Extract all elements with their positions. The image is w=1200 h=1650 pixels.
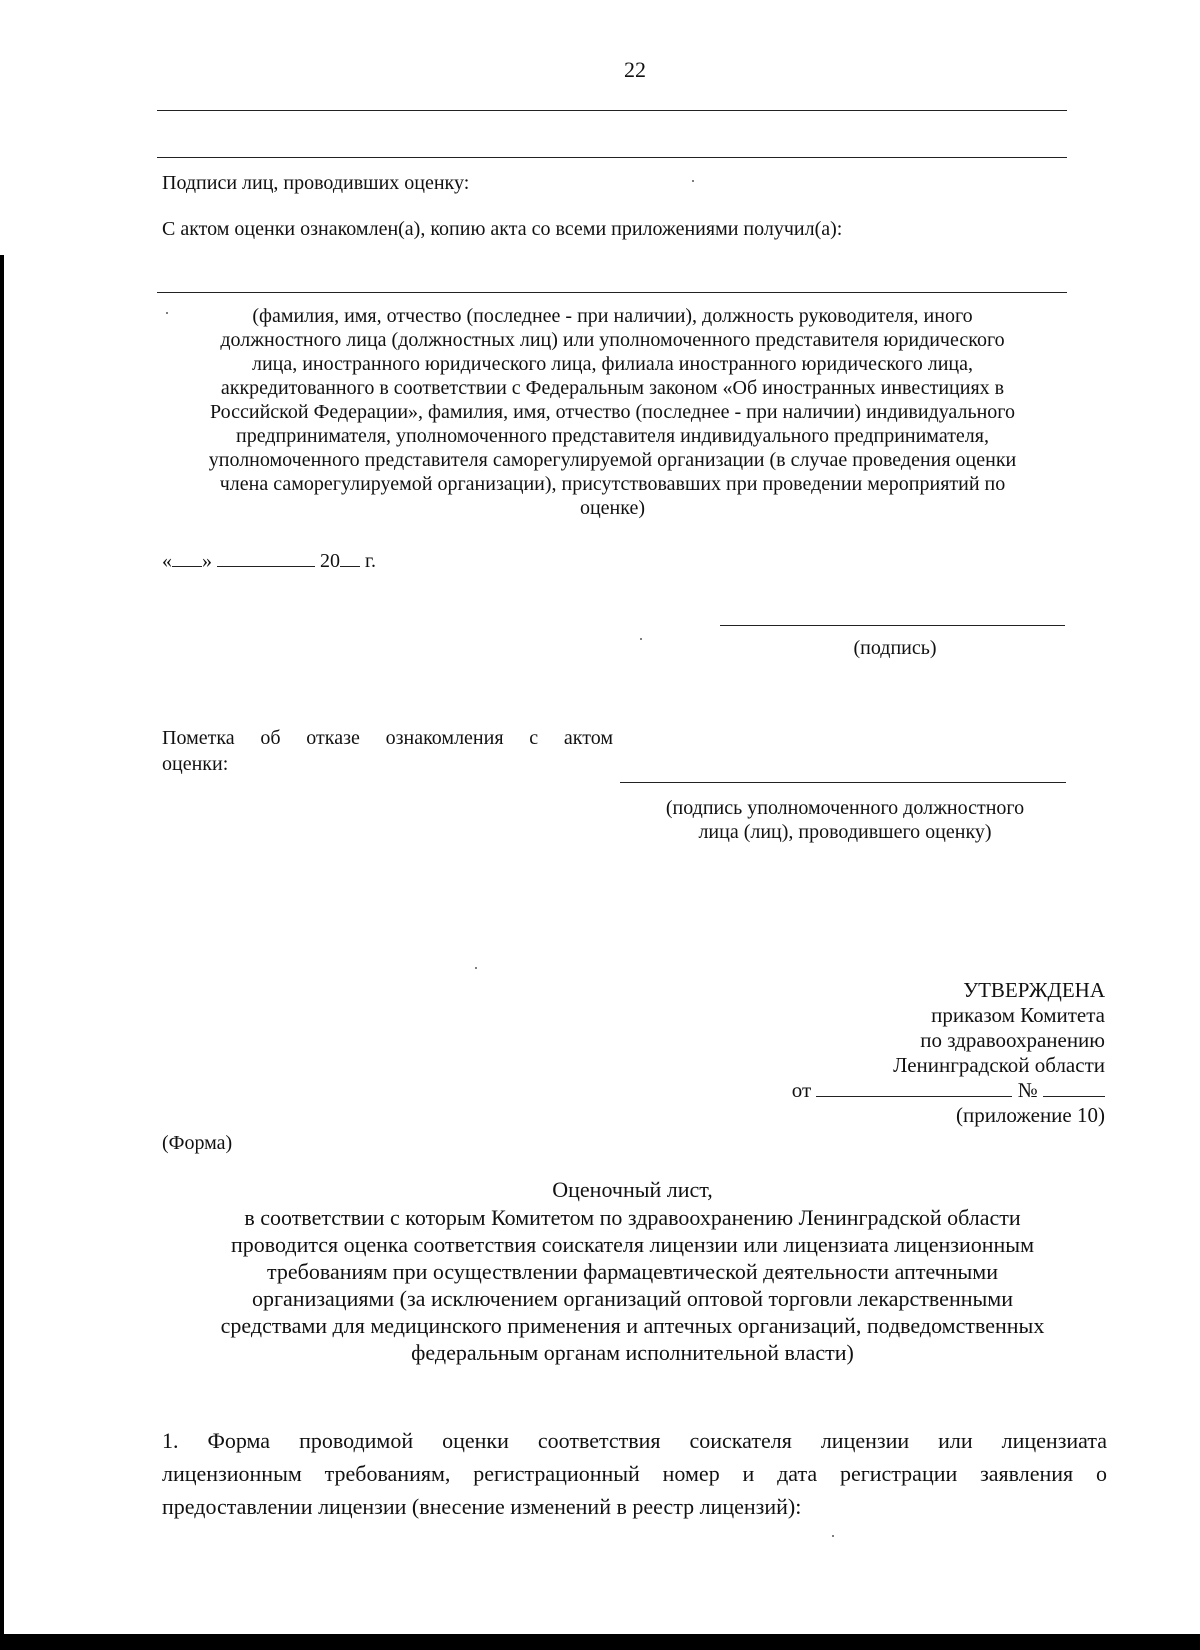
scan-speck — [475, 967, 477, 969]
subtitle-line: требованиям при осуществлении фармацевтической деятельности аптечными — [267, 1259, 998, 1284]
item-1-line: лицензионным требованиям, регистрационный номер и дата регистрации заявления о — [162, 1461, 1107, 1486]
representative-caption — [150, 304, 1075, 520]
approval-number-label: № — [1017, 1078, 1038, 1102]
signature-caption: (подпись) — [853, 637, 937, 659]
approval-number-blank — [1043, 1078, 1105, 1097]
caption-line: члена саморегулируемой организации), присутствовавших при проведении мероприятий по — [219, 473, 1006, 495]
date-year-suffix: г. — [365, 550, 376, 572]
caption-line: аккредитованного в соответствии с Федеральным законом «Об иностранных инвестициях в — [220, 377, 1005, 399]
caption-line: лица, иностранного юридического лица, филиала иностранного юридического лица, — [251, 353, 974, 375]
item-1 — [162, 1424, 1107, 1523]
approval-line: Ленинградской области — [893, 1053, 1105, 1077]
date-month-blank — [217, 548, 315, 567]
sheet-title: Оценочный лист, — [552, 1177, 713, 1202]
signatures-label: Подписи лиц, проводивших оценку: — [162, 172, 470, 194]
scan-edge-left — [0, 255, 4, 1650]
caption-line: оценке) — [579, 497, 646, 519]
date-day-blank — [172, 548, 202, 567]
subtitle-line: средствами для медицинского применения и аптечных организаций, подведомственных — [220, 1313, 1045, 1338]
caption-line: (подпись уполномоченного должностного — [665, 797, 1025, 819]
approval-from-label: от — [791, 1078, 812, 1102]
item-1-line: предоставлении лицензии (внесение изменений в реестр лицензий): — [162, 1494, 802, 1519]
blank-line — [157, 110, 1067, 111]
official-signature-caption — [625, 796, 1065, 844]
approval-block — [700, 978, 1105, 1128]
subtitle-line: в соответствии с которым Комитетом по здравоохранению Ленинградской области — [244, 1205, 1021, 1230]
approval-title: УТВЕРЖДЕНА — [963, 978, 1105, 1002]
approval-from-line — [700, 1078, 1105, 1103]
subtitle-line: организациями (за исключением организаций оптовой торговли лекарственными — [252, 1286, 1013, 1311]
scan-edge-bottom — [0, 1634, 1200, 1650]
sheet-subtitle — [140, 1204, 1125, 1366]
refusal-note-line2: оценки: — [162, 753, 229, 775]
date-year-blank — [340, 548, 360, 567]
representative-blank-line — [157, 292, 1067, 293]
caption-line: лица (лиц), проводившего оценку) — [698, 821, 992, 843]
approval-appendix: (приложение 10) — [955, 1103, 1105, 1127]
date-close-quote: » — [202, 550, 212, 572]
refusal-note-line1: Пометка об отказе ознакомления с актом — [162, 727, 613, 749]
subtitle-line: проводится оценка соответствия соискателя лицензии или лицензиата лицензионным — [231, 1232, 1034, 1257]
approval-line: приказом Комитета — [931, 1003, 1105, 1027]
caption-line: предпринимателя, уполномоченного представителя индивидуального предпринимателя, — [236, 425, 989, 447]
blank-line — [157, 157, 1067, 158]
caption-line: должностного лица (должностных лиц) или уполномоченного представителя юридического — [220, 329, 1005, 351]
scan-speck — [832, 1535, 834, 1537]
caption-line: уполномоченного представителя саморегулируемой организации (в случае проведения оценки — [208, 449, 1017, 471]
signature-blank-line — [720, 625, 1065, 626]
acquainted-text: С актом оценки ознакомлен(а), копию акта со всеми приложениями получил(а): — [162, 218, 843, 240]
page-number: 22 — [624, 57, 646, 82]
date-open-quote: « — [162, 550, 172, 572]
date-year-prefix: 20 — [320, 550, 340, 572]
approval-date-blank — [816, 1078, 1012, 1097]
caption-line: Российской Федерации», фамилия, имя, отчество (последнее - при наличии) индивидуального — [210, 401, 1015, 423]
subtitle-line: федеральным органам исполнительной власти) — [411, 1340, 854, 1365]
caption-line: (фамилия, имя, отчество (последнее - при наличии), должность руководителя, иного — [252, 305, 973, 327]
date-line — [162, 548, 562, 573]
official-signature-blank-line — [620, 782, 1066, 783]
scan-speck — [640, 638, 642, 640]
form-label: (Форма) — [162, 1132, 233, 1154]
approval-line: по здравоохранению — [920, 1028, 1105, 1052]
item-1-line: 1. Форма проводимой оценки соответствия соискателя лицензии или лицензиата — [162, 1428, 1107, 1453]
